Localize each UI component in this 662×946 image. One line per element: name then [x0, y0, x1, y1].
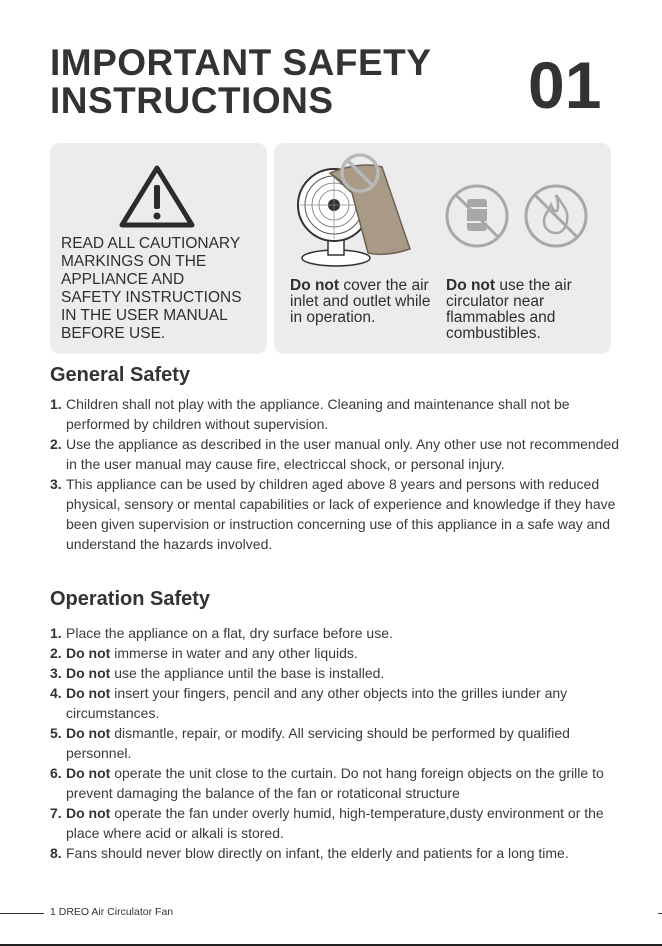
footer-divider-right [658, 913, 662, 914]
page-number: 01 [528, 48, 602, 122]
list-item: 3. Do not use the appliance until the base is installed. [50, 665, 385, 681]
footer-divider [0, 913, 44, 914]
caption-do-not-use-near-flammables: Do not use the air circulator near flammables and combustibles. [446, 277, 572, 342]
list-item: 3. This appliance can be used by children aged above 8 years and persons with reduced physical, sensory or mental capabilities or lack of experience and knowledge if they have been given supervision or instruction concerning use of this appliance in a safe way and understand the hazards involved. [50, 476, 616, 552]
general-safety-heading: General Safety [50, 364, 191, 386]
list-item: 4. Do not insert your fingers, pencil and any other objects into the grilles iunder any circumstances. [50, 685, 568, 721]
caption-do-not-cover: Do not cover the air inlet and outlet while in operation. [290, 277, 431, 326]
list-item: 5. Do not dismantle, repair, or modify. All servicing should be performed by qualified personnel. [50, 725, 570, 761]
fan-covered-illustration-icon [290, 153, 416, 273]
caution-panel-markings [50, 143, 267, 354]
operation-safety-list [50, 623, 620, 863]
list-item: 2. Use the appliance as described in the user manual only. Any other use not recommended in the user manual may cause fire, electriccal shock, or personal injury. [50, 436, 620, 472]
warning-triangle-icon [118, 163, 196, 229]
page-title [50, 44, 431, 120]
no-flammable-container-icon [444, 183, 510, 249]
list-item: 8. Fans should never blow directly on infant, the elderly and patients for a long time. [50, 845, 569, 861]
caution-panel-usage [274, 143, 611, 354]
title-line-2: INSTRUCTIONS [50, 80, 334, 121]
title-line-1: IMPORTANT SAFETY [50, 42, 432, 83]
list-item: 7. Do not operate the fan under overly humid, high-temperature,dusty environment or the place where acid or alkali is stored. [50, 805, 604, 841]
list-item: 2. Do not immerse in water and any other liquids. [50, 645, 358, 661]
operation-safety-heading: Operation Safety [50, 588, 211, 610]
list-item: 1. Place the appliance on a flat, dry surface before use. [50, 625, 393, 641]
caution-markings-text: READ ALL CAUTIONARY MARKINGS ON THE APPLIANCE AND SAFETY INSTRUCTIONS IN THE USER MANUAL BEFORE USE. [61, 235, 242, 342]
no-fire-icon [523, 183, 589, 249]
footer-text: 1 DREO Air Circulator Fan [50, 906, 174, 918]
general-safety-list [50, 394, 630, 554]
list-item: 6. Do not operate the unit close to the curtain. Do not hang foreign objects on the grille to prevent damaging the balance of the fan or rotaticonal structure [50, 765, 604, 801]
list-item: 1. Children shall not play with the appliance. Cleaning and maintenance shall not be performed by children without supervision. [50, 396, 570, 432]
